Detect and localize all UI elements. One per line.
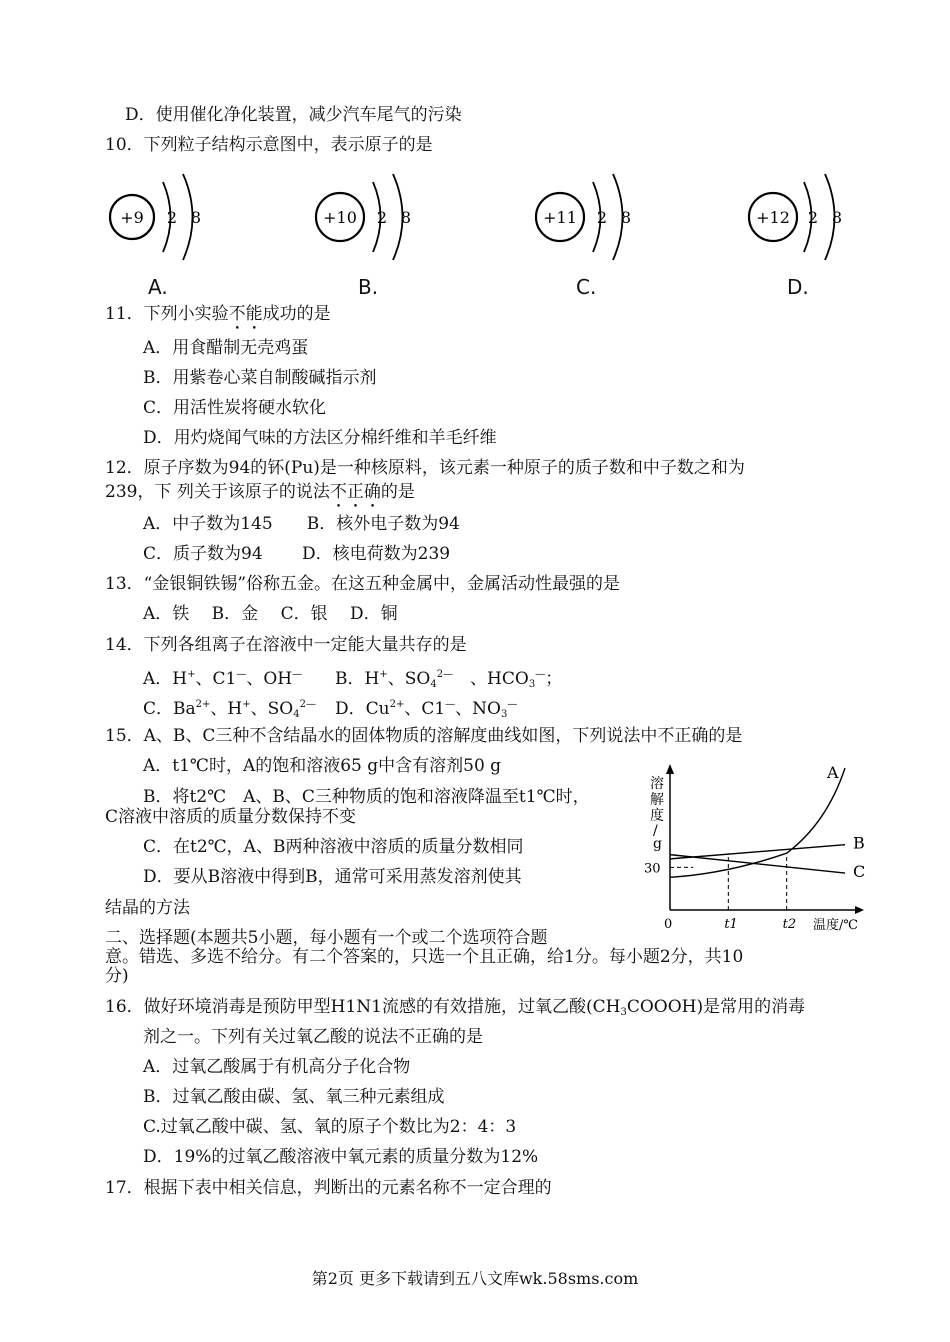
solubility-chart (640, 760, 870, 935)
nucleus-charge: +10 (323, 208, 357, 227)
q15-stem: 15．A、B、C三种不含结晶水的固体物质的溶解度曲线如图，下列说法中不正确的是 (105, 726, 743, 746)
atom-diagram-d (745, 160, 875, 305)
x-axis-arrow (855, 906, 864, 914)
shell-1-count: 2 (166, 208, 178, 227)
q10-stem: 10．下列粒子结构示意图中，表示原子的是 (105, 135, 433, 155)
q14-option-d: D．$Cu^{2+}$、C1—、$NO_3^—$ (335, 699, 518, 720)
shell-1-count: 2 (376, 208, 388, 227)
y-axis-label-2: 解 (650, 792, 664, 808)
y-tick-label: 30 (644, 861, 661, 877)
shell-1-count: 2 (807, 208, 819, 227)
shell-2-count: 8 (831, 208, 843, 227)
option-label: B. (358, 275, 379, 299)
q15-option-b-line1: B．将t2℃ A、B、C三种物质的饱和溶液降温至t1℃时， (143, 787, 590, 807)
q11-option-c: C．用活性炭将硬水软化 (143, 398, 327, 418)
q9-option-d: D．使用催化净化装置，减少汽车尾气的污染 (125, 105, 462, 125)
q12-stem-pre: 239，下 列关于该原子的说法 (105, 482, 330, 502)
q11-option-b: B．用紫卷心菜自制酸碱指示剂 (143, 368, 377, 388)
q13-options: A．铁 B．金 C．银 D．铜 (143, 604, 398, 624)
atom-diagram-c (530, 160, 660, 305)
q13-stem: 13．“金银铜铁锡”俗称五金。在这五种金属中，金属活动性最强的是 (105, 574, 621, 594)
section2-line3: 分) (105, 966, 129, 986)
q12-options-ab: A．中子数为145 B．核外电子数为94 (143, 514, 460, 534)
q12-stem-post: 的是 (380, 482, 415, 502)
q12-stem-line2 (105, 481, 415, 512)
q14-option-c: C．$Ba^{2+}$、H+、$SO_4^{2—}$ (143, 699, 316, 720)
q16-option-d: D．19%的过氧乙酸溶液中氧元素的质量分数为12% (143, 1147, 539, 1167)
q14-option-b: B．H+、$SO_4^{2—}$ 、$HCO_3^—$； (335, 669, 563, 690)
atom-structure-d (745, 160, 875, 280)
q11-stem-post: 成功的是 (262, 304, 331, 324)
x-tick-label: t1 (724, 917, 738, 932)
q12-stem-emphasis: 不正确 (329, 482, 381, 502)
y-axis-label-3: 度 (650, 808, 664, 824)
y-axis-arrow (666, 764, 674, 774)
shell-2-count: 8 (620, 208, 632, 227)
page-footer: 第2页 更多下载请到五八文库wk.58sms.com (311, 1269, 639, 1288)
series-line-A (670, 768, 845, 877)
atom-structure-c (530, 160, 660, 280)
q16-option-c: C.过氧乙酸中碳、氢、氧的原子个数比为2：4：3 (143, 1117, 517, 1137)
nucleus-charge: +9 (120, 208, 144, 227)
option-label: C. (576, 275, 597, 299)
q15-option-c: C．在t2℃，A、B两种溶液中溶质的质量分数相同 (143, 837, 524, 857)
atom-diagram-a (100, 160, 230, 305)
q15-option-b-line2: C溶液中溶质的质量分数保持不变 (105, 807, 357, 827)
q11-option-a: A．用食醋制无壳鸡蛋 (143, 338, 309, 358)
q16-option-b: B．过氧乙酸由碳、氢、氧三种元素组成 (143, 1087, 445, 1107)
solubility-chart-svg (640, 760, 870, 935)
q15-option-d-line2: 结晶的方法 (105, 898, 190, 918)
x-tick-label: t2 (782, 917, 797, 932)
option-label: A. (148, 275, 168, 299)
shell-1-count: 2 (596, 208, 608, 227)
q12-options-cd: C．质子数为94 D．核电荷数为239 (143, 544, 451, 564)
section2-line2: 意。错选、多选不给分。有二个答案的，只选一个且正确，给1分。每小题2分，共10 (105, 947, 744, 967)
q11-stem-pre: 11．下列小实验 (105, 304, 229, 324)
series-label-C: C (853, 862, 866, 882)
q16-stem-line2: 剂之一。下列有关过氧乙酸的说法不正确的是 (143, 1027, 483, 1047)
series-line-C (670, 855, 845, 873)
y-axis-label-4: / (653, 823, 658, 839)
x-tick-label: 0 (664, 917, 673, 932)
q11-stem (105, 303, 331, 334)
q11-option-d: D．用灼烧闻气味的方法区分棉纤维和羊毛纤维 (143, 428, 497, 448)
y-axis-label-1: 溶 (650, 776, 664, 792)
q15-option-d-line1: D．要从B溶液中得到B，通常可采用蒸发溶剂使其 (143, 867, 522, 887)
series-label-B: B (853, 833, 865, 853)
series-label-A: A (827, 763, 839, 782)
option-label: D. (787, 275, 809, 299)
atom-structure-b (310, 160, 440, 280)
q17-stem: 17．根据下表中相关信息，判断出的元素名称不一定合理的 (105, 1178, 552, 1198)
q12-stem-line1: 12．原子序数为94的钚(Pu)是一种核原料，该元素一种原子的质子数和中子数之和为 (105, 458, 745, 478)
q15-option-a: A．t1℃时，A的饱和溶液65 g中含有溶剂50 g (143, 756, 502, 776)
atom-structure-a (100, 160, 230, 280)
q16-option-a: A．过氧乙酸属于有机高分子化合物 (143, 1057, 411, 1077)
section2-line1: 二、选择题(本题共5小题，每小题有一个或二个选项符合题 (105, 928, 548, 948)
q11-stem-emphasis: 不能 (228, 304, 263, 324)
nucleus-charge: +11 (543, 208, 577, 227)
q14-option-a: A．H+、C1—、OH— (143, 669, 303, 689)
q14-stem: 14．下列各组离子在溶液中一定能大量共存的是 (105, 635, 467, 655)
q16-stem-line1: 16．做好环境消毒是预防甲型H1N1流感的有效措施，过氧乙酸$(CH_3COOOH)$是常用的消毒 (105, 997, 806, 1018)
x-axis-label: 温度/℃ (813, 918, 858, 933)
shell-2-count: 8 (190, 208, 202, 227)
y-axis-label-5: g (653, 836, 662, 852)
shell-2-count: 8 (400, 208, 412, 227)
atom-diagram-b (310, 160, 440, 305)
nucleus-charge: +12 (756, 208, 790, 227)
